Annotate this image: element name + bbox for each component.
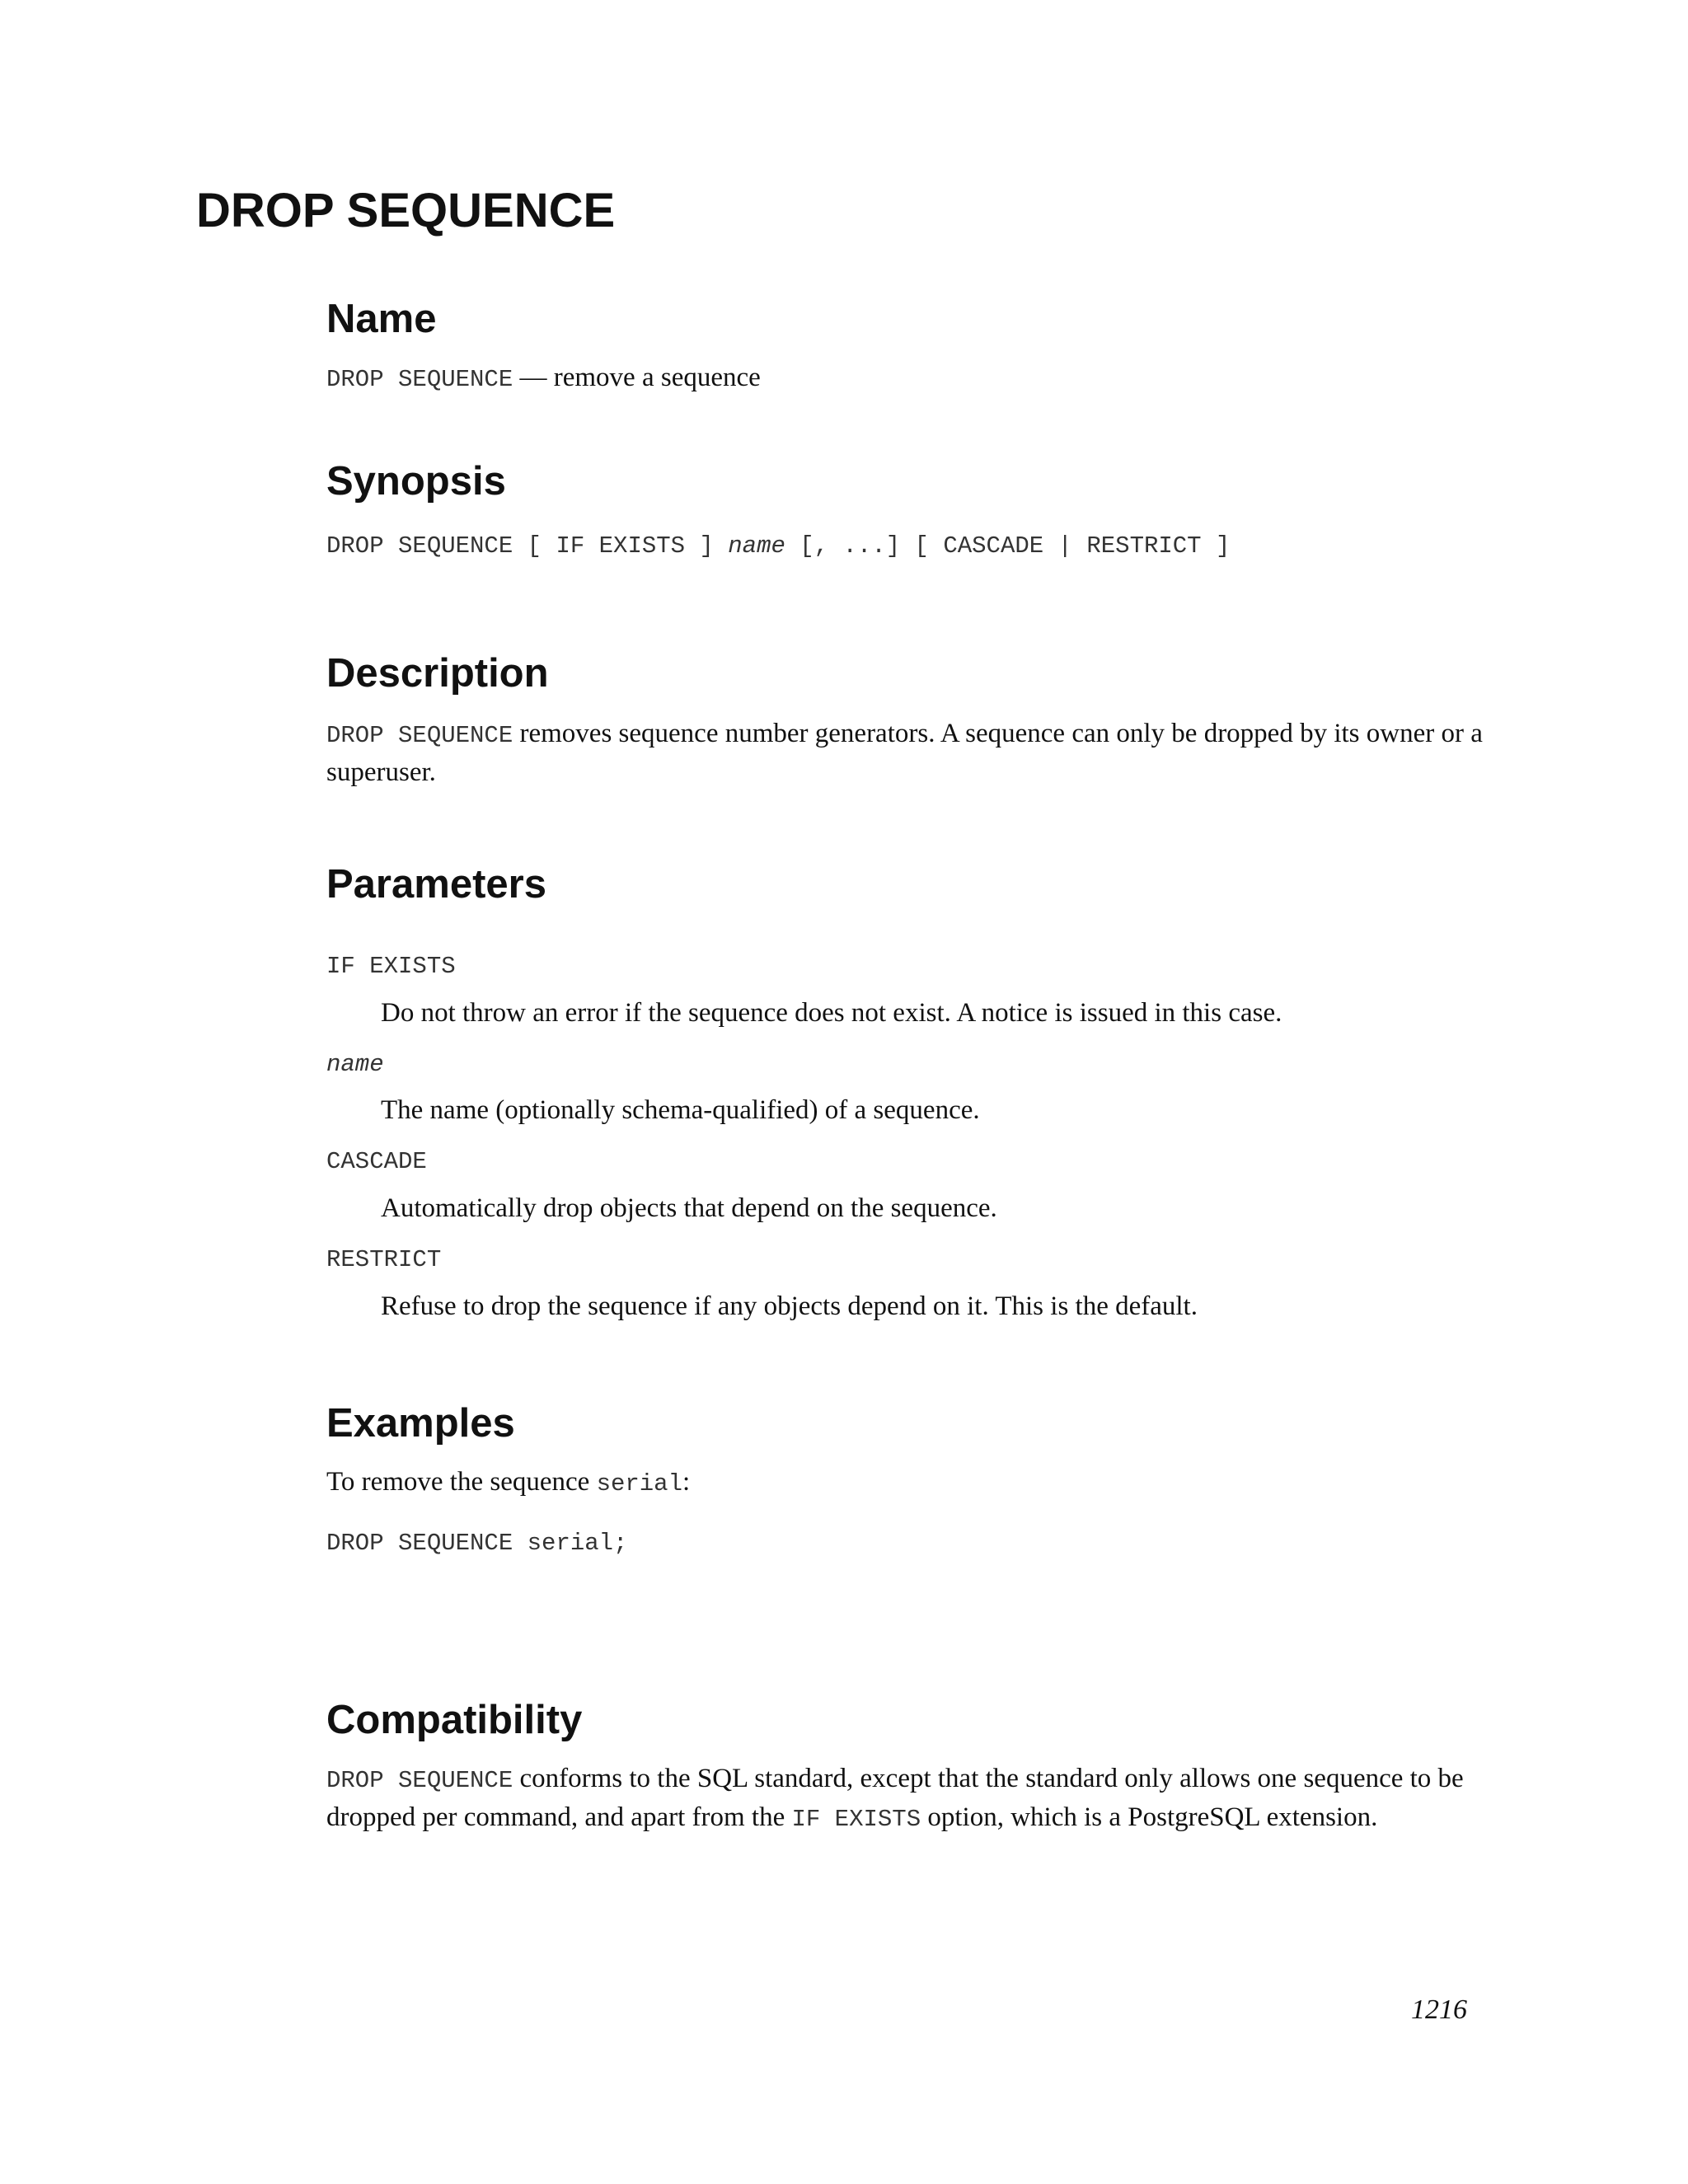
param-term-cascade: CASCADE bbox=[326, 1148, 427, 1175]
synopsis-code bbox=[326, 534, 1230, 558]
compatibility-option: IF EXISTS bbox=[791, 1806, 921, 1833]
synopsis-after: [, ...] [ CASCADE | RESTRICT ] bbox=[785, 532, 1231, 560]
synopsis-param: name bbox=[728, 532, 785, 560]
page-title: DROP SEQUENCE bbox=[196, 184, 616, 237]
examples-heading: Examples bbox=[326, 1401, 515, 1446]
description-text: removes sequence number generators. A sequence can only be dropped by its owner or a superuser. bbox=[326, 719, 1483, 787]
name-line bbox=[326, 359, 761, 398]
description-paragraph bbox=[326, 715, 1497, 790]
name-heading: Name bbox=[326, 297, 437, 341]
examples-intro-end: : bbox=[682, 1467, 691, 1497]
param-term-name: name bbox=[326, 1051, 384, 1078]
name-purpose: — remove a sequence bbox=[519, 363, 761, 392]
param-desc-if-exists: Do not throw an error if the sequence does not exist. A notice is issued in this case. bbox=[381, 998, 1282, 1028]
synopsis-before: DROP SEQUENCE [ IF EXISTS ] bbox=[326, 532, 729, 560]
compatibility-paragraph bbox=[326, 1760, 1497, 1838]
compatibility-heading: Compatibility bbox=[326, 1698, 583, 1742]
synopsis-heading: Synopsis bbox=[326, 459, 506, 504]
param-term-restrict: RESTRICT bbox=[326, 1246, 442, 1273]
examples-intro-text: To remove the sequence bbox=[326, 1467, 597, 1497]
page-number: 1216 bbox=[1411, 1994, 1467, 2025]
compatibility-text2: option, which is a PostgreSQL extension. bbox=[921, 1802, 1378, 1832]
param-desc-restrict: Refuse to drop the sequence if any objects depend on it. This is the default. bbox=[381, 1291, 1198, 1321]
examples-code: DROP SEQUENCE serial; bbox=[326, 1530, 628, 1557]
param-desc-cascade: Automatically drop objects that depend on the sequence. bbox=[381, 1193, 997, 1223]
examples-intro bbox=[326, 1464, 690, 1502]
param-desc-name: The name (optionally schema-qualified) of a sequence. bbox=[381, 1095, 980, 1125]
compatibility-command: DROP SEQUENCE bbox=[326, 1767, 513, 1794]
description-heading: Description bbox=[326, 651, 549, 696]
param-term-if-exists: IF EXISTS bbox=[326, 953, 456, 980]
compatibility-text1: conforms to the SQL standard, except that the standard only allows one sequence to be dropped per command, and apart from the bbox=[326, 1764, 1464, 1832]
parameters-heading: Parameters bbox=[326, 862, 546, 907]
description-command: DROP SEQUENCE bbox=[326, 722, 513, 749]
name-command: DROP SEQUENCE bbox=[326, 366, 513, 393]
examples-intro-code: serial bbox=[596, 1470, 682, 1497]
